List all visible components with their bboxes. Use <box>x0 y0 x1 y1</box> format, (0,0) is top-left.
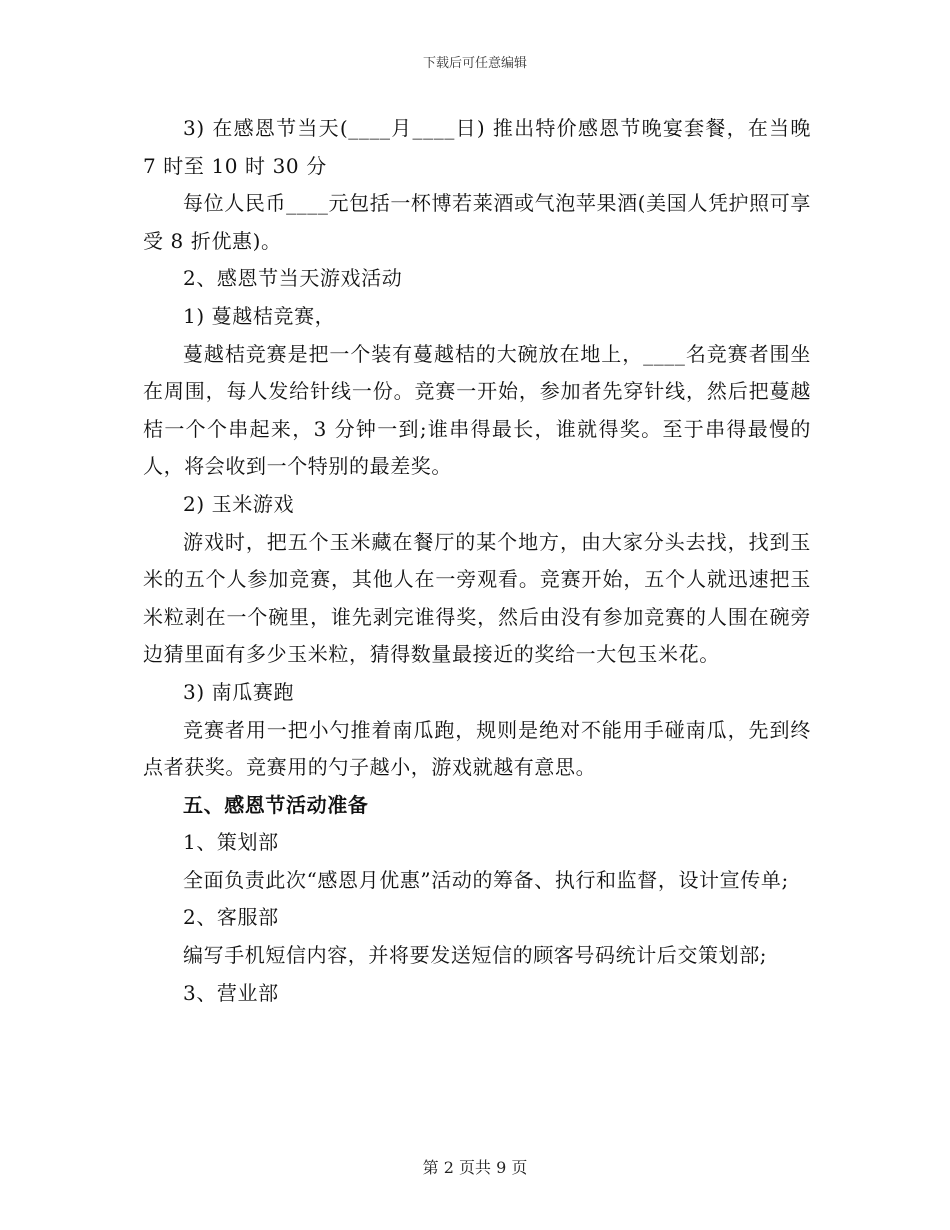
heading-cranberry-contest: 1) 蔓越桔竞赛， <box>183 303 336 328</box>
paragraph-dinner-offer: 3) 在感恩节当天(____月____日) 推出特价感恩节晚宴套餐，在当晚 7 时至 10 时 30 分 <box>143 116 811 178</box>
heading-games: 2、感恩节当天游戏活动 <box>183 266 403 291</box>
heading-corn-game: 2) 玉米游戏 <box>183 491 295 516</box>
paragraph-customer-service-dept: 编写手机短信内容，并将要发送短信的顾客号码统计后交策划部; <box>183 943 768 968</box>
section-heading-preparation: 五、感恩节活动准备 <box>183 792 369 817</box>
paragraph-corn-game: 游戏时，把五个玉米藏在餐厅的某个地方，由大家分头去找，找到玉米的五个人参加竞赛，其他人在一旁观看。竞赛开始，五个人就迅速把玉米粒剥在一个碗里，谁先剥完谁得奖，然后由没有参加竞赛的人围在碗旁边猜里面有多少玉米粒，猜得数量最接近的奖给一大包玉米花。 <box>143 529 811 667</box>
paragraph-cranberry-contest: 蔓越桔竞赛是把一个装有蔓越桔的大碗放在地上，____名竞赛者围坐在周围，每人发给针线一份。竞赛一开始，参加者先穿针线，然后把蔓越桔一个个串起来，3 分钟一到;谁串得最长，谁就得奖。至于串得最慢的人，将会收到一个特别的最差奖。 <box>143 341 811 479</box>
heading-customer-service-dept: 2、客服部 <box>183 905 279 930</box>
paragraph-planning-dept: 全面负责此次“感恩月优惠”活动的筹备、执行和监督，设计宣传单; <box>183 867 789 892</box>
page-number: 第 2 页共 9 页 <box>422 1158 528 1177</box>
paragraph-pumpkin-race: 竞赛者用一把小勺推着南瓜跑，规则是绝对不能用手碰南瓜，先到终点者获奖。竞赛用的勺子越小，游戏就越有意思。 <box>143 717 811 780</box>
heading-planning-dept: 1、策划部 <box>183 830 279 855</box>
document-body <box>143 110 811 1012</box>
heading-sales-dept: 3、营业部 <box>183 980 279 1005</box>
page-header-note: 下载后可任意编辑 <box>422 56 527 71</box>
heading-pumpkin-race: 3) 南瓜赛跑 <box>183 679 295 704</box>
paragraph-price-info: 每位人民币____元包括一杯博若莱酒或气泡苹果酒(美国人凭护照可享受 8 折优惠)。 <box>143 191 811 253</box>
